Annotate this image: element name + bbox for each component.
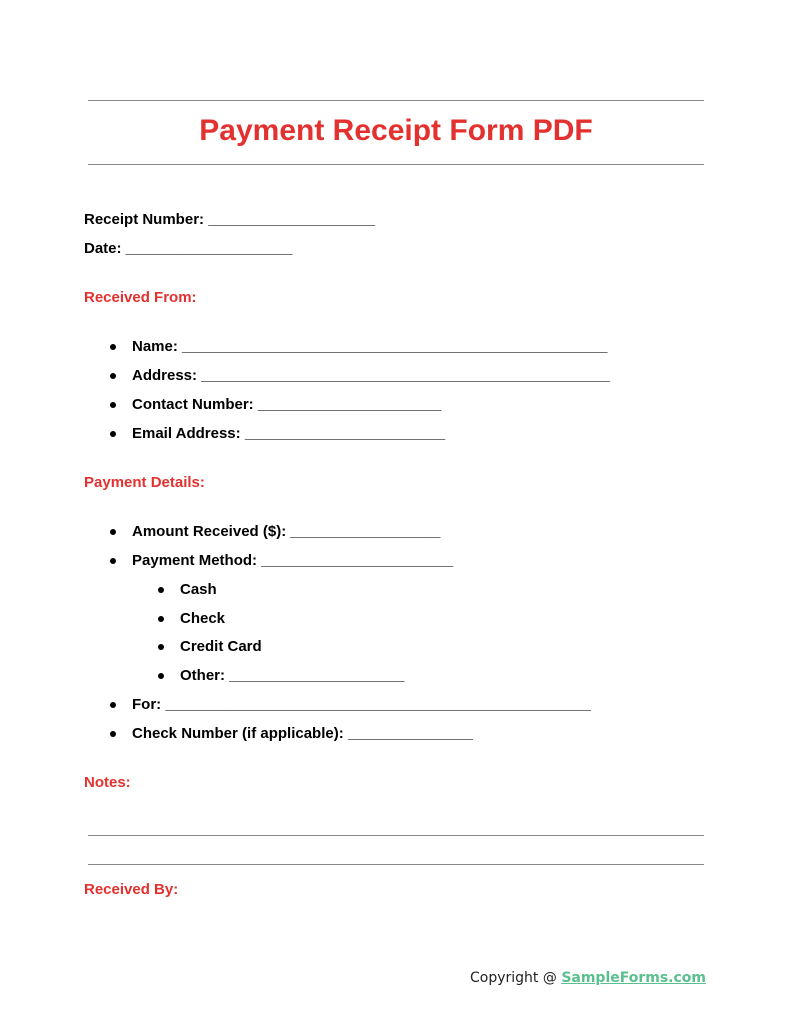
sampleforms-link[interactable]: SampleForms.com xyxy=(561,970,707,986)
receipt-number-field[interactable]: Receipt Number: ____________________ xyxy=(84,211,376,228)
method-option-other[interactable]: Other: _____________________ xyxy=(180,667,405,684)
page-title: Payment Receipt Form PDF xyxy=(199,114,593,147)
bullet-icon xyxy=(158,673,164,679)
check-number-field[interactable]: Check Number (if applicable): _______________ xyxy=(132,725,474,742)
bullet-icon xyxy=(158,587,164,593)
bullet-icon xyxy=(110,702,116,708)
notes-heading: Notes: xyxy=(84,774,131,791)
title-bottom-rule xyxy=(88,164,704,165)
bullet-icon xyxy=(110,373,116,379)
payment-method-field[interactable]: Payment Method: _______________________ xyxy=(132,552,454,569)
received-by-heading: Received By: xyxy=(84,881,179,898)
bullet-icon xyxy=(158,616,164,622)
method-option-check[interactable]: Check xyxy=(180,610,226,627)
bullet-icon xyxy=(110,731,116,737)
name-field[interactable]: Name: ___________________________________________________ xyxy=(132,338,608,355)
amount-received-field[interactable]: Amount Received ($): __________________ xyxy=(132,523,441,540)
email-address-field[interactable]: Email Address: ________________________ xyxy=(132,425,446,442)
bullet-icon xyxy=(158,644,164,650)
contact-number-field[interactable]: Contact Number: ______________________ xyxy=(132,396,442,413)
received-from-heading: Received From: xyxy=(84,289,197,306)
bullet-icon xyxy=(110,529,116,535)
copyright-footer xyxy=(470,970,706,986)
address-field[interactable]: Address: _________________________________________________ xyxy=(132,367,610,384)
for-field[interactable]: For: ___________________________________________________ xyxy=(132,696,591,713)
payment-details-heading: Payment Details: xyxy=(84,474,205,491)
notes-line-1[interactable] xyxy=(88,835,704,836)
copyright-text: Copyright @ xyxy=(470,970,562,986)
bullet-icon xyxy=(110,402,116,408)
notes-line-2[interactable] xyxy=(88,864,704,865)
method-option-cash[interactable]: Cash xyxy=(180,581,217,598)
bullet-icon xyxy=(110,431,116,437)
date-field[interactable]: Date: ____________________ xyxy=(84,240,293,257)
bullet-icon xyxy=(110,344,116,350)
method-option-credit-card[interactable]: Credit Card xyxy=(180,638,262,655)
title-top-rule xyxy=(88,100,704,101)
bullet-icon xyxy=(110,558,116,564)
